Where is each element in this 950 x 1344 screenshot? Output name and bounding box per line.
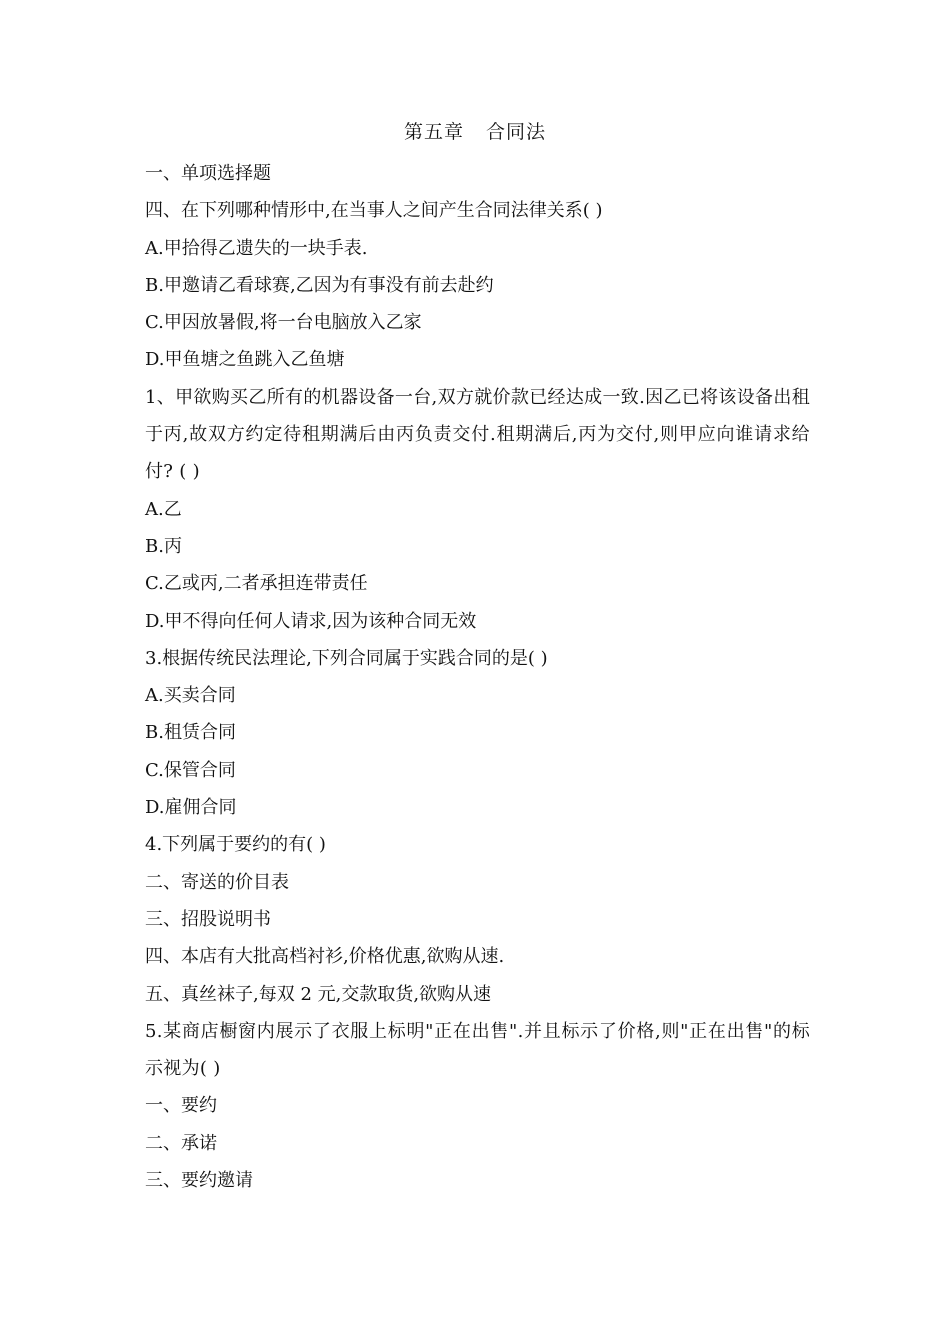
option-d: D.甲鱼塘之鱼跳入乙鱼塘 [145,349,345,371]
document-body [145,155,810,1199]
question-1-option-d: D.甲不得向任何人请求,因为该种合同无效 [145,610,477,632]
option-a: A.甲拾得乙遗失的一块手表. [145,237,368,259]
question-5-text: 5.某商店橱窗内展示了衣服上标明"正在出售".并且标示了价格,则"正在出售"的标示视为( ) [145,1020,810,1080]
question-3-option-a: A.买卖合同 [145,685,236,707]
question-text: 四、在下列哪种情形中,在当事人之间产生合同法律关系( ) [145,200,603,222]
question-3-text: 3.根据传统民法理论,下列合同属于实践合同的是( ) [145,647,548,669]
option-c: C.甲因放暑假,将一台电脑放入乙家 [145,312,422,334]
question-5-option-2: 二、承诺 [145,1132,217,1154]
question-3-option-b: B.租赁合同 [145,722,236,744]
question-4-option-1: 二、寄送的价目表 [145,871,289,893]
question-5-option-1: 一、要约 [145,1095,217,1117]
question-5-option-3: 三、要约邀请 [145,1170,253,1192]
page-title [0,118,950,146]
question-1-text: 1、甲欲购买乙所有的机器设备一台,双方就价款已经达成一致.因乙已将该设备出租于丙,故双方约定待租期满后由丙负责交付.租期满后,丙为交付,则甲应向谁请求给付? ( ) [145,386,810,483]
question-1-option-c: C.乙或丙,二者承担连带责任 [145,573,368,595]
section-heading: 一、单项选择题 [145,163,271,184]
question-4-option-2: 三、招股说明书 [145,908,271,930]
question-1-option-a: A.乙 [145,498,182,520]
question-4-option-4: 五、真丝袜子,每双 2 元,交款取货,欲购从速 [145,983,492,1005]
chapter-name: 合同法 [486,121,547,143]
question-4-option-3: 四、本店有大批高档衬衫,价格优惠,欲购从速. [145,946,505,968]
question-4-text: 4.下列属于要约的有( ) [145,834,326,856]
option-b: B.甲邀请乙看球赛,乙因为有事没有前去赴约 [145,274,494,296]
chapter-number: 第五章 [403,121,464,143]
question-3-option-c: C.保管合同 [145,759,236,781]
question-3-option-d: D.雇佣合同 [145,797,237,819]
question-1-option-b: B.丙 [145,535,182,557]
